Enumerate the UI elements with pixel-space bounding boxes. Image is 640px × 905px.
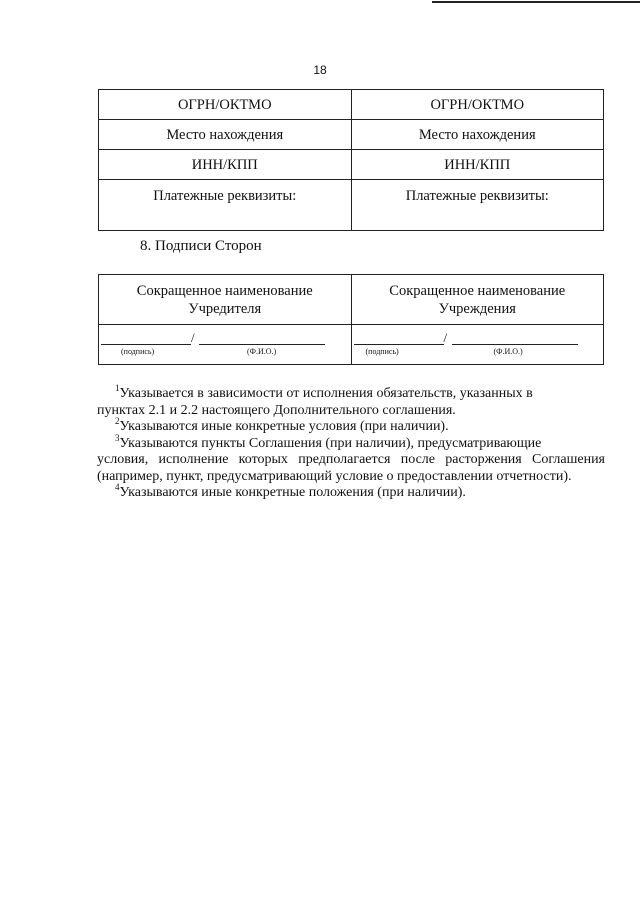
table-row xyxy=(99,150,604,180)
name-line xyxy=(199,344,325,345)
footnote-text: Указываются иные конкретные положения (при наличии). xyxy=(119,485,466,500)
footnote-1-cont: пунктах 2.1 и 2.2 настоящего Дополнительного соглашения. xyxy=(97,402,456,418)
footnote-mark: 4 xyxy=(115,482,120,492)
name-line xyxy=(452,344,578,345)
page-number: 18 xyxy=(313,63,327,77)
signatures-table xyxy=(98,274,604,365)
signature-line xyxy=(354,344,444,345)
founder-header-line2: Учредителя xyxy=(188,300,262,317)
section-title: 8. Подписи Сторон xyxy=(140,238,262,254)
founder-header xyxy=(99,275,352,325)
ogrn-right: ОГРН/ОКТМО xyxy=(351,90,604,120)
institution-header xyxy=(351,275,604,325)
footnote-3-cont: условия, исполнение которых предполагается после расторжения Соглашения (например, пункт, предусматривающий условие о предоставлении отчетности). xyxy=(97,452,605,484)
inn-left: ИНН/КПП xyxy=(99,150,352,180)
footnote-mark: 3 xyxy=(115,432,120,443)
institution-header-line2: Учреждения xyxy=(438,300,516,317)
footnote-2 xyxy=(115,416,605,436)
signature-line xyxy=(101,344,191,345)
separator-slash: / xyxy=(191,330,195,345)
address-left: Место нахождения xyxy=(99,120,352,150)
payment-left: Платежные реквизиты: xyxy=(99,180,352,231)
institution-header-line1: Сокращенное наименование xyxy=(389,282,566,299)
address-right: Место нахождения xyxy=(351,120,604,150)
footnote-1 xyxy=(115,383,605,403)
table-row xyxy=(99,120,604,150)
footnote-4 xyxy=(115,482,605,502)
table-row xyxy=(99,325,604,365)
table-row xyxy=(99,90,604,120)
founder-signature-cell xyxy=(99,325,352,365)
ogrn-left: ОГРН/ОКТМО xyxy=(99,90,352,120)
header-rule xyxy=(432,1,640,3)
founder-header-line1: Сокращенное наименование xyxy=(136,282,313,299)
inn-right: ИНН/КПП xyxy=(351,150,604,180)
requisites-table xyxy=(98,89,604,231)
table-row xyxy=(99,180,604,231)
fio-caption: (Ф.И.О.) xyxy=(493,347,523,356)
signature-caption: (подпись) xyxy=(365,347,399,356)
footnote-text: Указывается в зависимости от исполнения обязательств, указанных в xyxy=(119,386,533,401)
footnotes xyxy=(97,383,605,502)
separator-slash: / xyxy=(443,330,448,345)
institution-signature-cell xyxy=(351,325,604,365)
footnote-text: Указываются пункты Соглашения (при наличии), предусматривающие xyxy=(119,435,542,451)
table-row xyxy=(99,275,604,325)
footnote-mark: 1 xyxy=(115,383,120,393)
signature-caption: (подпись) xyxy=(121,347,155,356)
fio-caption: (Ф.И.О.) xyxy=(247,347,277,356)
footnote-mark: 2 xyxy=(115,416,120,426)
payment-right: Платежные реквизиты: xyxy=(351,180,604,231)
footnote-text: Указываются иные конкретные условия (при наличии). xyxy=(119,419,449,434)
footnote-3 xyxy=(115,432,605,453)
